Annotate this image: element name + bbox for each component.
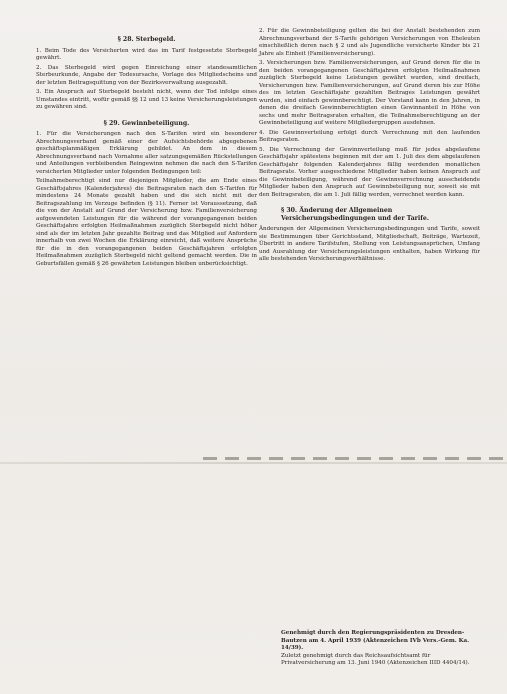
page-fold [0,462,507,464]
section-29-para-right-5: 5. Die Verrechnung der Gewinnverteilung muß für jedes abgelaufene Geschäftsjahr spätestens beginnen mit der am 1. Juli des dem abgelaufenen Geschäftsjahr folgenden Kalenderjahres fällig werdenden monatlichen Beitragsrate. Vorher ausgeschiedene Mitglieder haben keinen Anspruch auf die Gewinnbeteiligung, während der Gewinnverrechnung ausscheidende Mitglieder haben den Anspruch auf Gewinnbeteiligung nur, soweit sie mit den Beitragsraten, die am 1. Juli fällig werden, verrechnet werden kann. [259,146,480,198]
section-28-heading: § 28. Sterbegeld. [117,36,176,43]
section-29-para-right-2: 2. Für die Gewinnbeteiligung gelten die bei der Anstalt bestehenden zum Abrechnungsverband der S-Tarife gehörigen Versicherungen von Eheleuten einschließlich deren nach § 2 und als Jugendliche versicherte Kinder bis 21 Jahre als Einheit (Familienversicherung). [259,28,480,57]
section-29-para-1: 1. Für die Versicherungen nach den S-Tarifen wird ein besonderer Abrechnungsverband gemäß einer der Aufsichtsbehörde abgegebenen geschäftsplanmäßigen Erklärung gebildet. An dem in diesem Abrechnungsverband nach Vornahme aller satzungsgemäßen Rückstellungen und Anteilungen verbleibenden Reingewinn nehmen die nach den S-Tarifen versicherten Mitglieder unter folgenden Bedingungen teil: [36,131,257,175]
section-28-para-2: 2. Das Sterbegeld wird gegen Einreichung einer standesamtlichen Sterbeurkunde, Angabe der Todesursache, Vorlage des Mitgliedscheins und der letzten Beitragsquittung von der Bezirksverwaltung ausgezahlt. [36,64,257,86]
approval-line-2: Zuletzt genehmigt durch das Reichsaufsichtsamt für Privatversicherung am 13. Juni 1940 (Aktenzeichen IIID 4404/14). [281,652,470,667]
right-column [259,28,480,266]
section-30-heading: § 30. Änderung der Allgemeinen Versicherungsbedingungen und der Tarife. [281,207,429,222]
left-column [36,32,257,270]
section-28-para-1: 1. Beim Tode des Versicherten wird das im Tarif festgesetzte Sterbegeld gewährt. [36,47,257,61]
approval-line-1: Genehmigt durch den Regierungspräsidenten zu Dresden-Bautzen am 4. April 1939 (Aktenzeichen IVb Vers.-Gem. Ka. 14/39). [281,630,470,652]
torn-edge [203,457,503,460]
section-29-heading: § 29. Gewinnbeteiligung. [103,119,190,127]
section-29-para-right-3: 3. Versicherungen bzw. Familienversicherungen, auf Grund deren für die in den beiden vorangegangenen Geschäftsjahren erfolgten Heilmaßnahmen zuzüglich Sterbegeld keine Leistungen gewährt wurden, sind dreifach, Versicherungen bzw. Familienversicherungen, auf Grund deren bis zur Höhe des im letzten Geschäftsjahr gezahlten Beitrages Leistungen gewährt wurden, sind einfach gewinnberechtigt. Der Vorstand kann in den Jahren, in denen die dreifach Gewinnberechtigten einen Gewinnanteil in Höhe von sechs und mehr Beitragsraten erhalten, die Teilnahmeberechtigung an der Gewinnbeteiligung auf weitere Mitgliedergruppen ausdehnen. [259,60,480,126]
approval-note [281,630,481,668]
section-29-para-right-4: 4. Die Gewinnverteilung erfolgt durch Verrechnung mit den laufenden Beitragsraten. [259,129,480,143]
section-28-para-3: 3. Ein Anspruch auf Sterbegeld besteht nicht, wenn der Tod infolge eines Umstandes eintritt, wofür gemäß §§ 12 und 13 keine Versicherungsleistungen zu gewähren sind. [36,89,257,110]
section-29-para-2: Teilnahmeberechtigt sind nur diejenigen Mitglieder, die am Ende eines Geschäftsjahres (Kalenderjahres) die Beitragsraten nach den S-Tarifen für mindestens 24 Monate gezahlt haben und die sich nicht mit der Beitragszahlung im Verzuge befinden (§ 11). Ferner ist Voraussetzung, daß die von der Anstalt auf Grund der Versicherung bzw. Familienversicherung aufgewendeten Leistungen für die während der vorangegangenen beiden Geschäftsjahre erfolgten Heilmaßnahmen zuzüglich Sterbegeld nicht höher sind als der im letzten Jahr gezahlte Beitrag und das Mitglied auf Anfordern innerhalb von zwei Wochen die Erklärung einreicht, daß weitere Ansprüche für die in den vorangegangenen beiden Geschäftsjahren erfolgten Heilmaßnahmen zuzüglich Sterbegeld nicht geltend gemacht werden. Die in Geburtsfällen gemäß § 26 gewährten Leistungen bleiben unberücksichtigt. [36,178,257,267]
section-30-para-1: Änderungen der Allgemeinen Versicherungsbedingungen und Tarife, soweit sie Bestimmungen über Gerichtsstand, Mitgliedschaft, Beiträge, Wartezeit, Übertritt in andere Tarifstufen, Stellung von Leistungsansprüchen, Umfang und Ausrahlung der Versicherungsleistungen enthalten, haben Wirkung für alle bestehenden Versicherungsverhältnisse. [259,226,480,262]
